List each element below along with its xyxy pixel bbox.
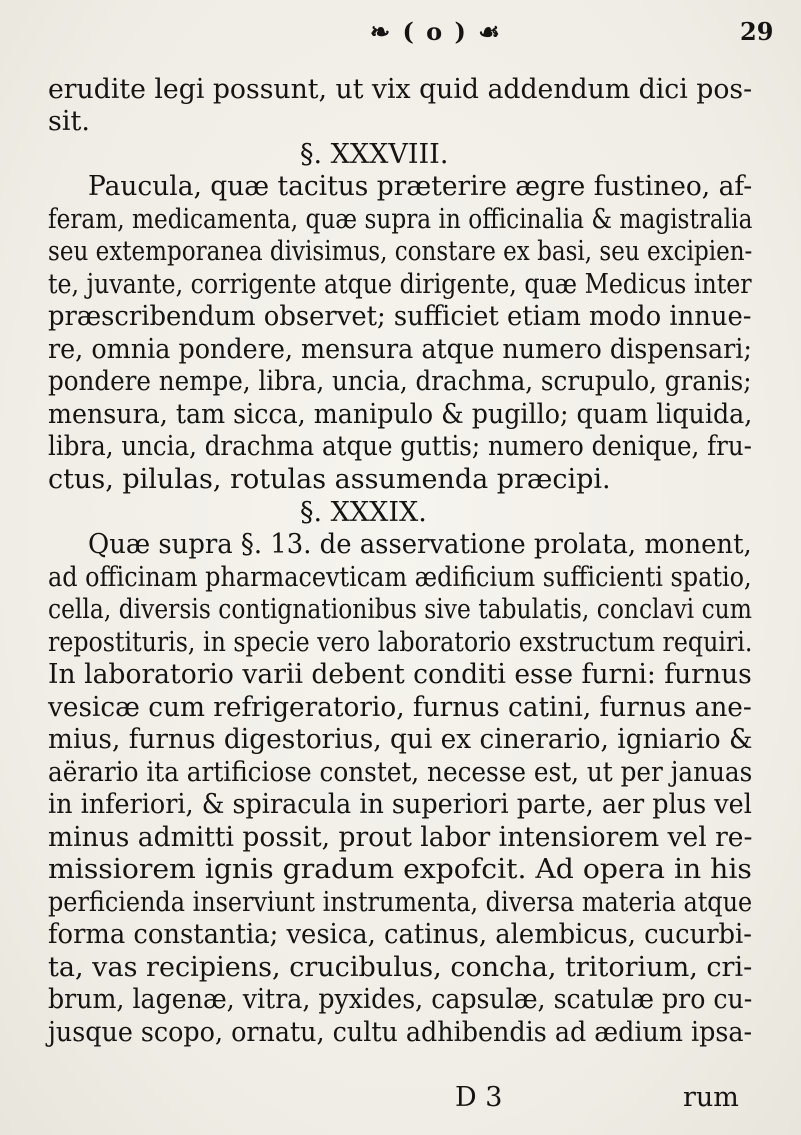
text-line: minus admitti possit, prout labor intensiorem vel re- bbox=[48, 822, 753, 853]
text-line: vesicæ cum refrigeratorio, furnus catini, furnus ane- bbox=[48, 692, 752, 723]
text-line: forma constantia; vesica, catinus, alembicus, cucurbi- bbox=[48, 919, 753, 950]
page-header bbox=[0, 14, 801, 50]
text-line: in inferiori, & spiracula in superiori parte, aer plus vel bbox=[48, 789, 752, 820]
text-line: repostituris, in specie vero laboratorio exstructum requiri. bbox=[48, 627, 753, 658]
text-line: feram, medicamenta, quæ supra in officinalia & magistralia bbox=[48, 204, 753, 235]
text-line: præscribendum observet; sufficiet etiam modo innue- bbox=[48, 301, 752, 332]
text-line: mensura, tam sicca, manipulo & pugillo; quam liquida, bbox=[48, 399, 753, 430]
section-heading: §. XXXVIII. bbox=[300, 139, 449, 170]
text-line: sit. bbox=[48, 106, 90, 137]
text-line: ta, vas recipiens, crucibulus, concha, tritorium, cri- bbox=[48, 952, 753, 983]
text-line: te, juvante, corrigente atque dirigente, quæ Medicus inter bbox=[48, 269, 752, 300]
text-line: jusque scopo, ornatu, cultu adhibendis ad ædium ipsa- bbox=[48, 1017, 753, 1048]
text-line: ad officinam pharmacevticam ædificium sufficienti spatio, bbox=[48, 562, 752, 593]
signature-mark: D 3 bbox=[455, 1082, 503, 1113]
text-line: re, omnia pondere, mensura atque numero dispensari; bbox=[48, 334, 752, 365]
text-line: seu extemporanea divisimus, constare ex basi, seu excipien- bbox=[48, 236, 753, 267]
text-line: cella, diversis contignationibus sive tabulatis, conclavi cum bbox=[48, 594, 752, 625]
text-line: erudite legi possunt, ut vix quid addendum dici pos- bbox=[48, 74, 753, 105]
text-line: Quæ supra §. 13. de asservatione prolata, monent, bbox=[88, 529, 752, 560]
text-line: perficienda inserviunt instrumenta, diversa materia atque bbox=[48, 887, 753, 918]
text-line: aërario ita artificiose constet, necesse est, ut per januas bbox=[48, 757, 753, 788]
text-line: In laboratorio varii debent conditi esse furni: furnus bbox=[48, 659, 752, 690]
section-heading: §. XXXIX. bbox=[300, 497, 427, 528]
text-line: mius, furnus digestorius, qui ex cinerario, igniario & bbox=[48, 724, 753, 755]
catchword: rum bbox=[683, 1082, 739, 1113]
header-ornament: ❧ ( o ) ☙ bbox=[370, 17, 502, 46]
text-line: libra, uncia, drachma atque guttis; numero denique, fru- bbox=[48, 431, 752, 462]
text-line: Paucula, quæ tacitus præterire ægre fustineo, af- bbox=[88, 171, 753, 202]
text-line: ctus, pilulas, rotulas assumenda præcipi. bbox=[48, 464, 611, 495]
text-line: pondere nempe, libra, uncia, drachma, scrupulo, granis; bbox=[48, 366, 752, 397]
text-line: brum, lagenæ, vitra, pyxides, capsulæ, scatulæ pro cu- bbox=[48, 984, 753, 1015]
text-line: missiorem ignis gradum expofcit. Ad opera in his bbox=[48, 854, 752, 885]
page-number: 29 bbox=[740, 17, 774, 46]
